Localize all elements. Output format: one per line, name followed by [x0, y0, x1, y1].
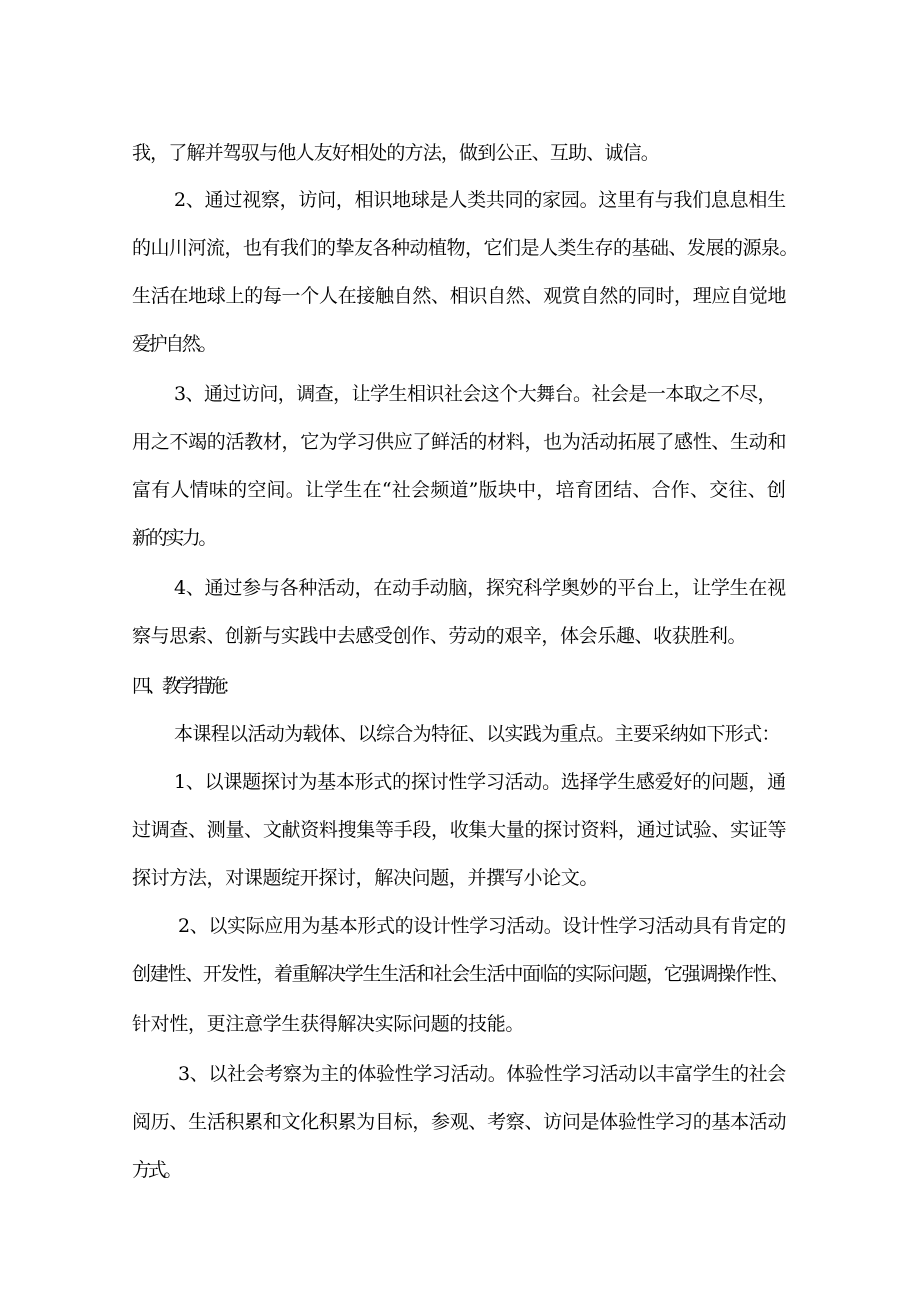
text-line: 四、教学措施： — [132, 675, 238, 697]
text-line: 阅历、生活积累和文化积累为目标，参观、考察、访问是体验性学习的基本活动 — [132, 1111, 787, 1133]
text-line: 新的实力。 — [132, 527, 216, 549]
text-line: 本课程以活动为载体、以综合为特征、以实践为重点。主要采纳如下形式： — [174, 723, 780, 745]
text-line: 我，了解并驾驭与他人友好相处的方法，做到公正、互助、诚信。 — [132, 142, 659, 164]
text-line: 2、通过视察，访问，相识地球是人类共同的家园。这里有与我们息息相生 — [174, 189, 786, 211]
text-line: 针对性，更注意学生获得解决实际问题的技能。 — [132, 1013, 525, 1035]
text-line: 3、通过访问，调查，让学生相识社会这个大舞台。社会是一本取之不尽， — [174, 383, 776, 405]
text-line: 探讨方法，对课题绽开探讨，解决问题，并撰写小论文。 — [132, 867, 599, 889]
text-line: 爱护自然。 — [132, 333, 216, 355]
text-line: 1、以课题探讨为基本形式的探讨性学习活动。选择学生感爱好的问题，通 — [174, 771, 786, 793]
text-line: 富有人情味的空间。让学生在“社会频道”版块中，培育团结、合作、交往、创 — [132, 479, 787, 501]
text-line: 方式。 — [132, 1159, 179, 1181]
text-line: 3、以社会考察为主的体验性学习活动。体验性学习活动以丰富学生的社会 — [178, 1063, 786, 1085]
text-line: 生活在地球上的每一个人在接触自然、相识自然、观赏自然的同时，理应自觉地 — [132, 285, 787, 307]
text-line: 过调查、测量、文献资料搜集等手段，收集大量的探讨资料，通过试验、实证等 — [132, 819, 787, 841]
text-line: 2、以实际应用为基本形式的设计性学习活动。设计性学习活动具有肯定的 — [178, 915, 786, 937]
text-line: 创建性、开发性，着重解决学生生活和社会生活中面临的实际问题，它强调操作性、 — [132, 963, 789, 985]
text-line: 用之不竭的活教材，它为学习供应了鲜活的材料，也为活动拓展了感性、生动和 — [132, 431, 787, 453]
text-line: 4、通过参与各种活动，在动手动脑，探究科学奥妙的平台上，让学生在视 — [174, 577, 786, 599]
text-line: 察与思索、创新与实践中去感受创作、劳动的艰辛，体会乐趣、收获胜利。 — [132, 625, 747, 647]
text-line: 的山川河流，也有我们的挚友各种动植物，它们是人类生存的基础、发展的源泉。 — [132, 237, 799, 259]
